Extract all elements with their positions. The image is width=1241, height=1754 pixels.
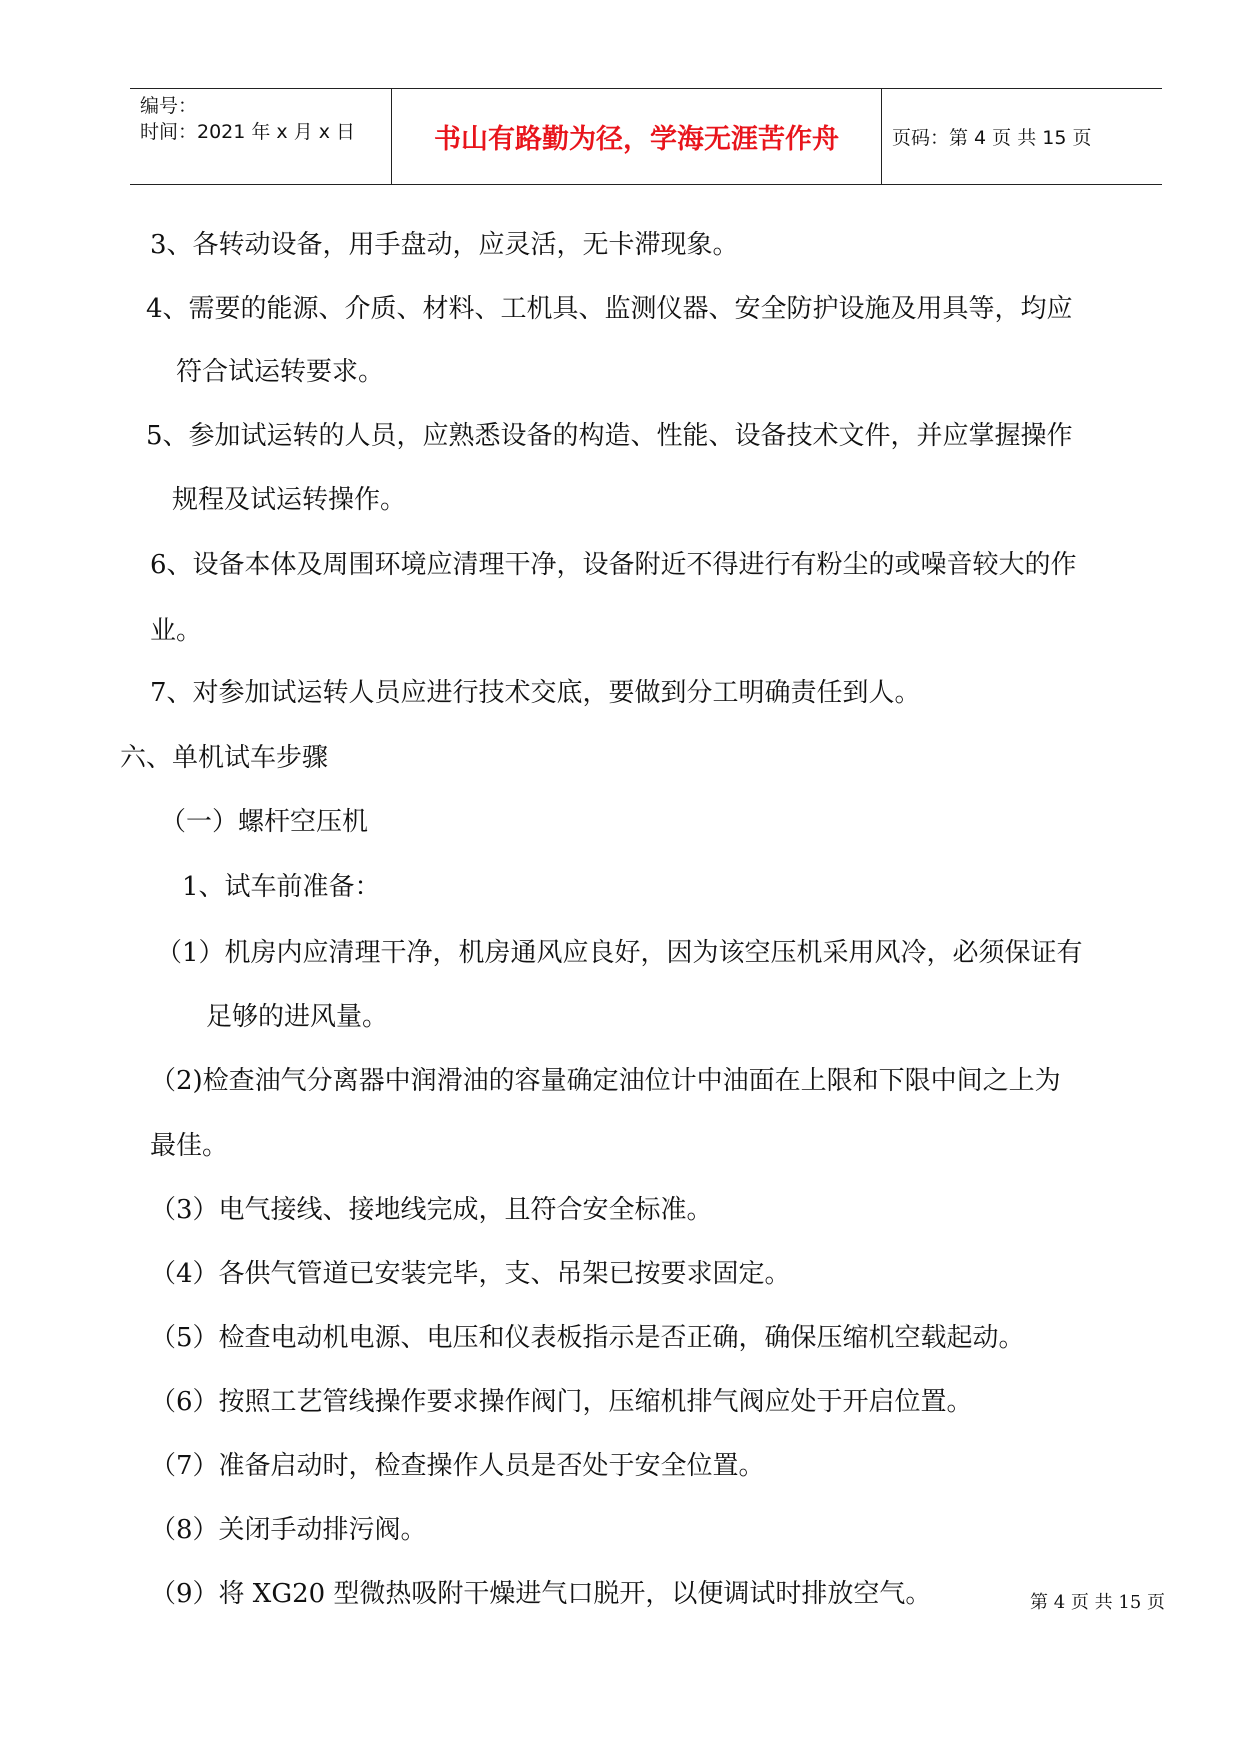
body-line: 5、参加试运转的人员，应熟悉设备的构造、性能、设备技术文件，并应掌握操作 bbox=[146, 421, 1073, 451]
body-line: （7）准备启动时，检查操作人员是否处于安全位置。 bbox=[150, 1451, 765, 1481]
body-line: 符合试运转要求。 bbox=[176, 357, 385, 387]
section-heading: 六、单机试车步骤 bbox=[120, 743, 329, 773]
body-line: 规程及试运转操作。 bbox=[172, 485, 407, 515]
header-motto: 书山有路勤为径，学海无涯苦作舟 bbox=[392, 89, 882, 184]
body-line: （5）检查电动机电源、电压和仪表板指示是否正确，确保压缩机空载起动。 bbox=[150, 1323, 1025, 1353]
body-line: 6、设备本体及周围环境应清理干净，设备附近不得进行有粉尘的或噪音较大的作 bbox=[150, 550, 1077, 580]
document-code-label: 编号： bbox=[140, 95, 198, 117]
body-line: （8）关闭手动排污阀。 bbox=[150, 1515, 427, 1545]
body-line: 4、需要的能源、介质、材料、工机具、监测仪器、安全防护设施及用具等，均应 bbox=[146, 294, 1073, 324]
body-line: （9）将 XG20 型微热吸附干燥进气口脱开，以便调试时排放空气。 bbox=[150, 1579, 932, 1609]
body-line: （6）按照工艺管线操作要求操作阀门，压缩机排气阀应处于开启位置。 bbox=[150, 1387, 973, 1417]
body-line: （2)检查油气分离器中润滑油的容量确定油位计中油面在上限和下限中间之上为 bbox=[150, 1066, 1061, 1096]
header-page-label: 页码：第 4 页 共 15 页 bbox=[892, 127, 1092, 149]
step-heading: 1、试车前准备： bbox=[182, 872, 381, 902]
page-header bbox=[130, 88, 1162, 185]
header-left-cell bbox=[130, 89, 392, 184]
body-line: 业。 bbox=[150, 616, 203, 646]
document-time-label: 时间：2021 年 x 月 x 日 bbox=[140, 121, 356, 143]
body-line: 足够的进风量。 bbox=[206, 1002, 389, 1032]
body-line: 7、对参加试运转人员应进行技术交底，要做到分工明确责任到人。 bbox=[150, 678, 921, 708]
body-line: （4）各供气管道已安装完毕，支、吊架已按要求固定。 bbox=[150, 1259, 791, 1289]
subsection-heading: （一）螺杆空压机 bbox=[160, 807, 369, 837]
body-line: 最佳。 bbox=[150, 1131, 229, 1161]
body-line: （1）机房内应清理干净，机房通风应良好，因为该空压机采用风冷，必须保证有 bbox=[156, 938, 1083, 968]
body-line: 3、各转动设备，用手盘动，应灵活，无卡滞现象。 bbox=[150, 230, 739, 260]
body-line: （3）电气接线、接地线完成，且符合安全标准。 bbox=[150, 1195, 713, 1225]
page-footer: 第 4 页 共 15 页 bbox=[1030, 1592, 1165, 1613]
